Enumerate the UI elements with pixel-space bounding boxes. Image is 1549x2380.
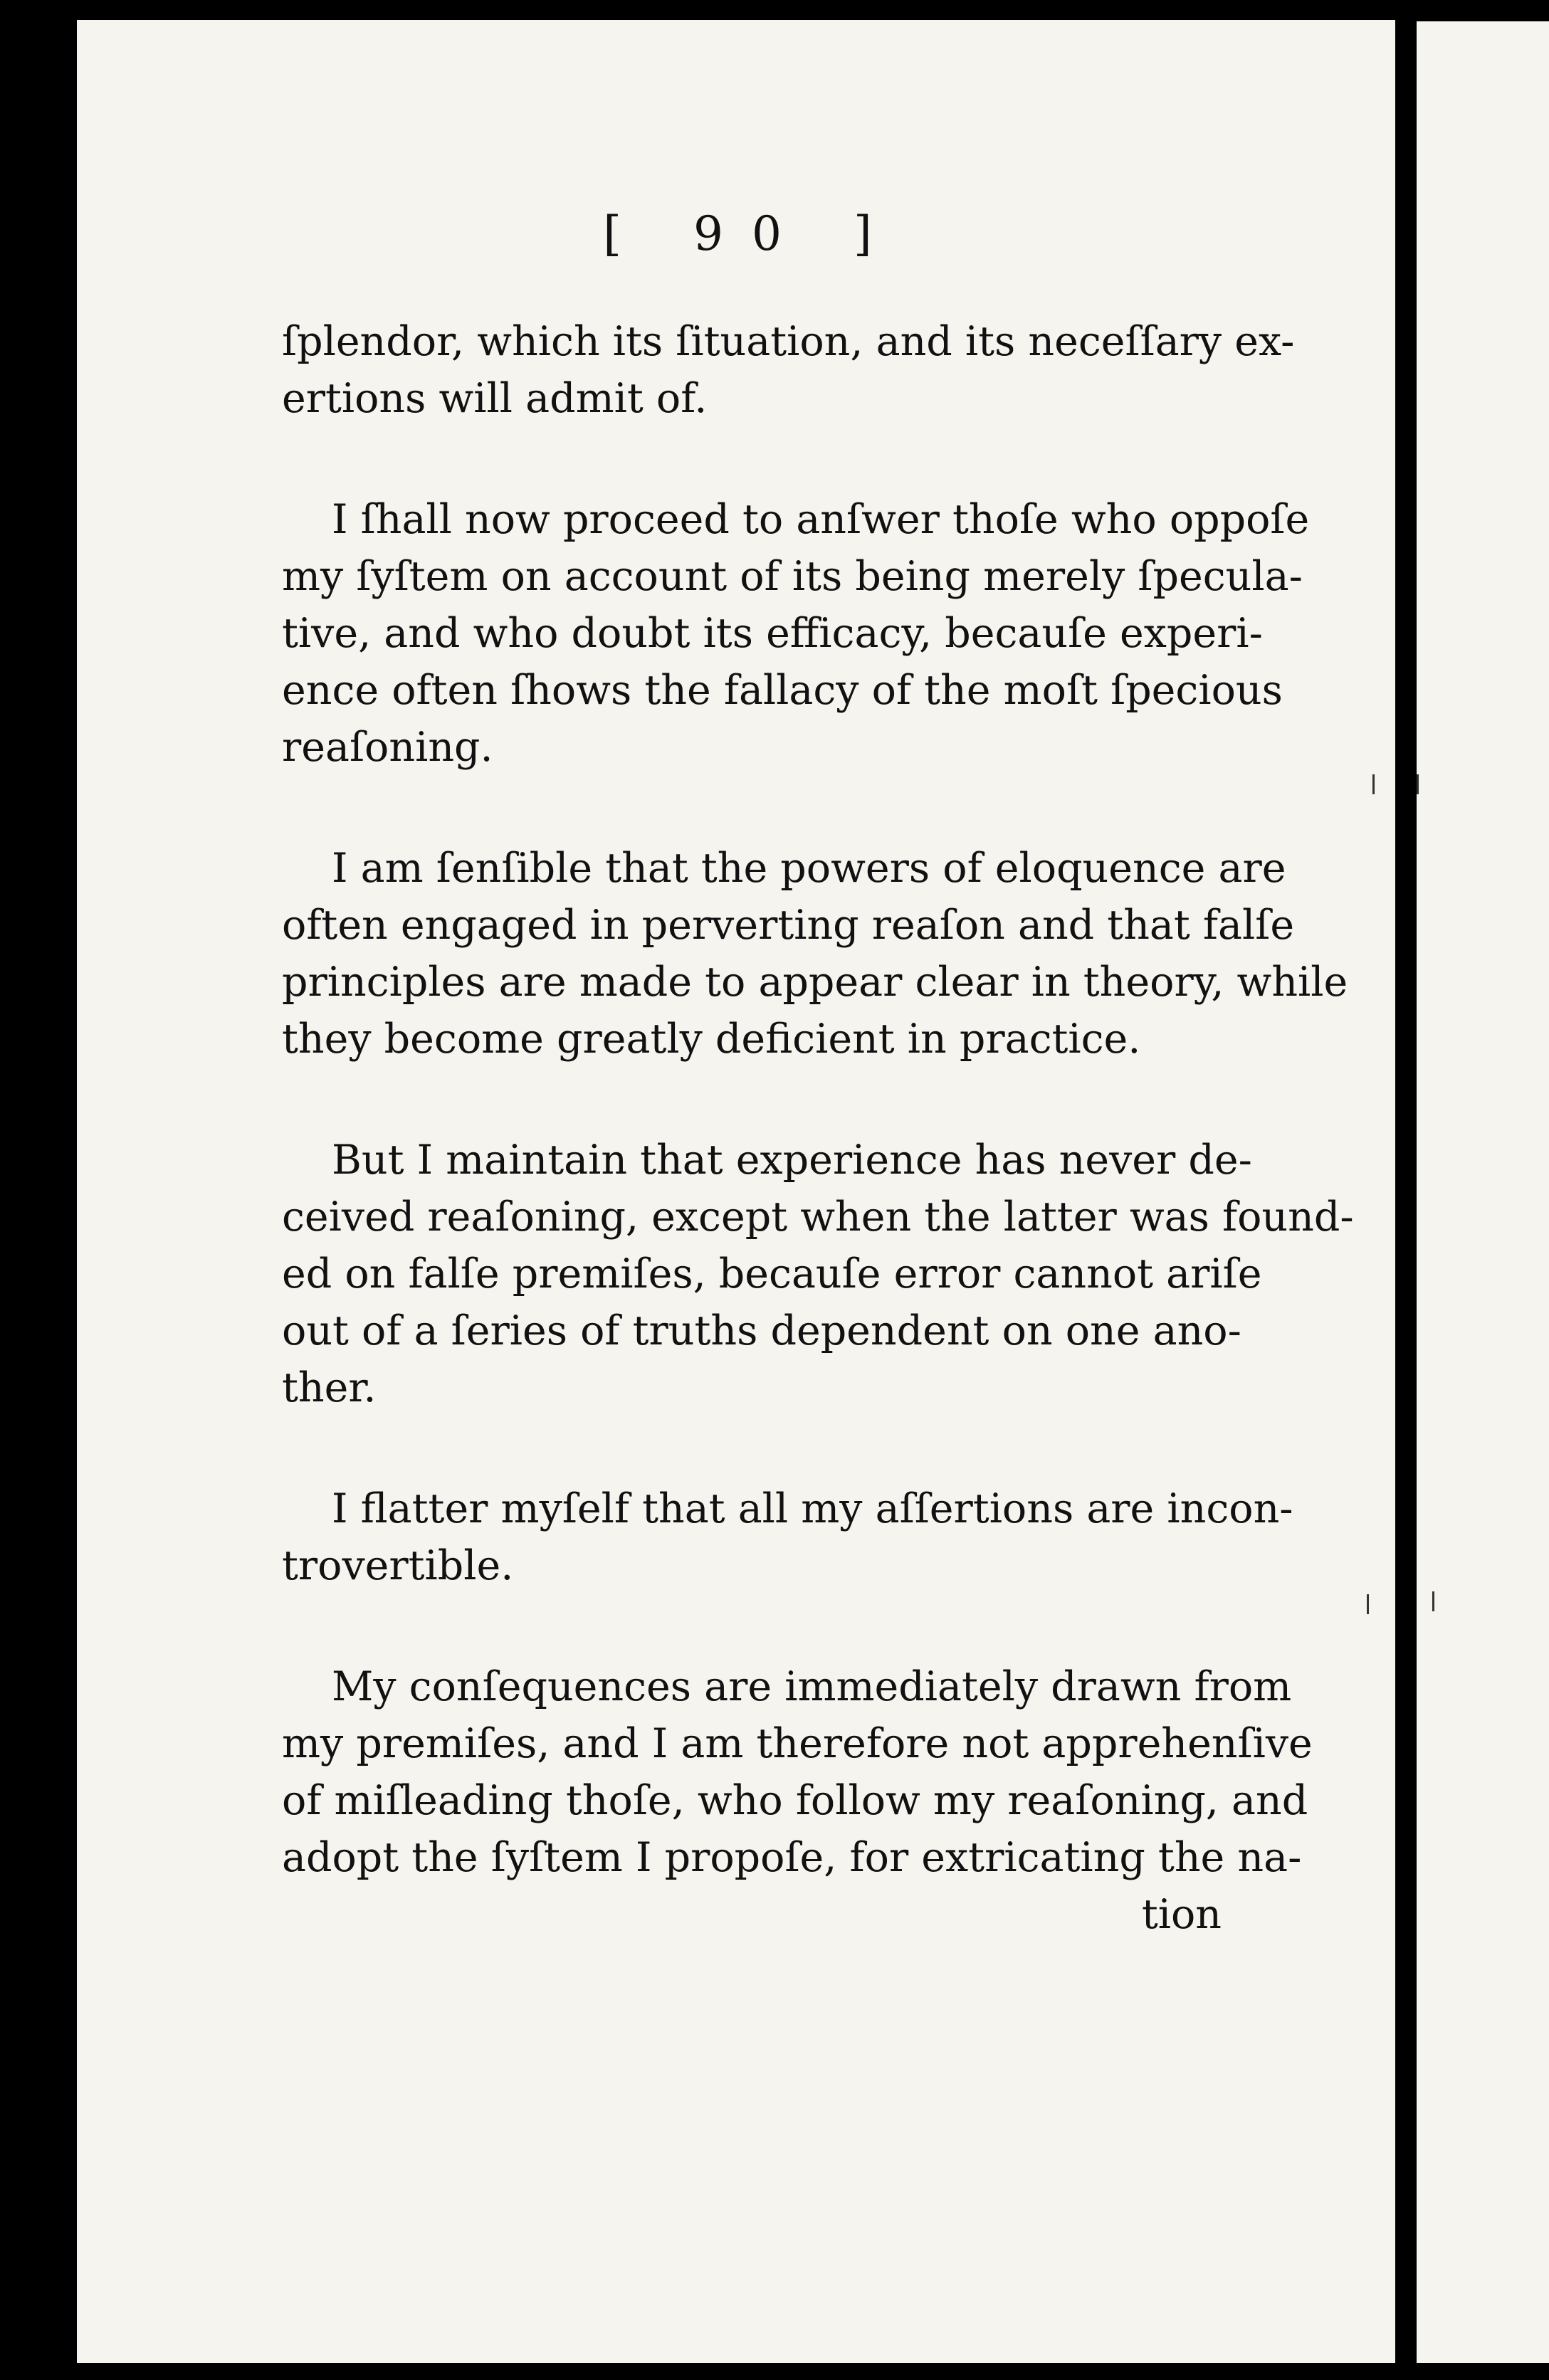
text-line: of miſleading thoſe, who follow my reaſoning, and [282,1777,1308,1824]
scan-mark [1432,1591,1434,1611]
scan-mark [1367,1594,1369,1614]
text-line: out of a ſeries of truths dependent on one ano- [282,1307,1241,1354]
text-line: trovertible. [282,1542,514,1589]
text-line: But I maintain that experience has never de- [332,1137,1252,1184]
text-lines [282,313,1354,1943]
scan-mark [1372,774,1375,794]
facing-page-edge [1417,21,1549,2363]
text-line: my ſyſtem on account of its being merely ſpecula- [282,553,1303,600]
page-number: [ 90 ] [603,206,900,261]
paragraph [282,840,1348,1068]
text-line: I am ſenſible that the powers of eloquence are [332,845,1286,892]
text-line: ertions will admit of. [282,375,708,422]
text-line: ſplendor, which its ſituation, and its neceſſary ex- [282,318,1295,365]
text-line: ceived reaſoning, except when the latter was found- [282,1194,1354,1241]
text-line: my premiſes, and I am therefore not apprehenſive [282,1720,1313,1767]
paragraph [282,1480,1293,1594]
paragraph [282,1658,1313,1886]
paragraph [282,313,1295,427]
scan-mark [1417,774,1419,794]
text-line: principles are made to appear clear in theory, while [282,959,1348,1006]
text-line: ed on falſe premiſes, becauſe error cannot ariſe [282,1250,1262,1297]
text-line: adopt the ſyſtem I propoſe, for extricating the na- [282,1834,1302,1881]
text-line: I flatter myſelf that all my aſſertions are incon- [332,1485,1293,1532]
text-line: My conſequences are immediately drawn from [332,1663,1292,1710]
text-line: I ſhall now proceed to anſwer thoſe who oppoſe [332,496,1310,543]
text-line: they become greatly deficient in practice. [282,1016,1141,1063]
text-line: reaſoning. [282,724,493,771]
text-line: often engaged in perverting reaſon and that falſe [282,902,1295,949]
text-line: ther. [282,1364,377,1411]
paragraph [282,1132,1354,1416]
text-line: tive, and who doubt its efficacy, becauſe experi- [282,610,1263,657]
text-line: ence often ſhows the fallacy of the moſt ſpecious [282,667,1283,714]
catchword: tion [1141,1891,1222,1938]
paragraph [282,491,1310,776]
